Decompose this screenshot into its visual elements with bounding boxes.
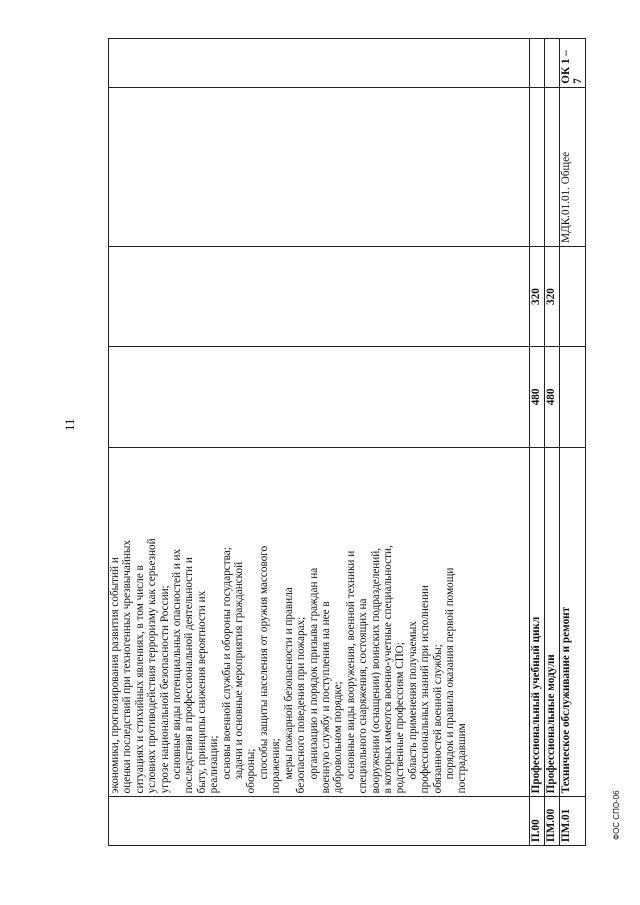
competency-code-cell — [545, 39, 560, 88]
name-cell: Профессиональный учебный цикл — [530, 447, 545, 797]
text-line: обязанностей военной службы; — [431, 644, 444, 794]
text-line: родственные профессиям СПО; — [394, 642, 407, 794]
text-line: организацию и порядок призыва граждан на — [307, 567, 320, 780]
text-line: реализации; — [208, 735, 221, 794]
text-line: пострадавшим — [456, 723, 469, 794]
text-line: военную службу и поступления на нее в — [319, 601, 332, 794]
text-line: оценки последствий при техногенных чрезвычайных — [121, 540, 134, 794]
text-line: профессиональных знаний при исполнении — [419, 585, 432, 794]
name-cell: Профессиональные модули — [545, 447, 560, 797]
text-line: последствия в профессиональной деятельности и — [183, 557, 196, 794]
competency-code-cell — [530, 39, 545, 88]
mdk-cell — [545, 87, 560, 246]
text-line: поражения; — [270, 738, 283, 794]
competency-code-cell — [109, 39, 530, 88]
text-line: вооружении (оснащении) воинских подразделений, — [369, 547, 382, 794]
competency-text-cell — [109, 447, 530, 797]
mdk-cell: МДК.01.01. Общее — [560, 87, 586, 246]
table-row — [109, 39, 530, 846]
document-footer: ФОС СПО-06 — [612, 790, 621, 840]
name-cell: Техническое обслуживание и ремонт — [560, 447, 586, 797]
hours-max-cell: 480 — [530, 347, 545, 447]
text-line: ситуациях и стихийных явлениях, в том числе в — [133, 565, 146, 794]
code-cell: ПМ.01 — [560, 797, 586, 846]
text-line: быту, принципы снижения вероятности их — [195, 590, 208, 794]
text-line: задачи и основные мероприятия гражданской — [233, 561, 246, 780]
text-line: обороны; — [245, 748, 258, 794]
text-line: условиях противодействия терроризму как серьезной — [146, 538, 159, 794]
text-line: область применения получаемых — [406, 621, 419, 780]
code-cell — [109, 797, 530, 846]
competency-code-cell: ОК 1 – 7 — [560, 39, 586, 88]
text-line: меры пожарной безопасности и правила — [282, 587, 295, 780]
text-line: основы военной службы и обороны государства; — [220, 547, 233, 780]
mdk-cell — [530, 87, 545, 246]
hours-class-cell — [560, 246, 586, 346]
page-number: 11 — [62, 418, 77, 431]
text-line: основные виды потенциальных опасностей и их — [171, 548, 184, 780]
curriculum-table-container — [108, 38, 596, 846]
text-line: в которых имеются военно-учетные специальности, — [381, 545, 394, 794]
hours-max-cell — [109, 347, 530, 447]
text-line: безопасного поведения при пожарах; — [295, 616, 308, 794]
text-line: основные виды вооружения, военной техники и — [344, 550, 357, 780]
text-line: специального снаряжения, состоящих на — [357, 598, 370, 794]
text-line: способы защиты населения от оружия массового — [257, 545, 270, 780]
hours-class-cell — [109, 246, 530, 346]
code-cell: ПМ.00 — [545, 797, 560, 846]
table-row — [560, 39, 586, 846]
mdk-cell — [109, 87, 530, 246]
text-line: добровольном порядке; — [332, 681, 345, 794]
table-row — [530, 39, 545, 846]
hours-class-cell: 320 — [530, 246, 545, 346]
hours-max-cell — [560, 347, 586, 447]
table-row — [545, 39, 560, 846]
code-cell: П.00 — [530, 797, 545, 846]
hours-class-cell: 320 — [545, 246, 560, 346]
text-line: угрозе национальной безопасности России; — [158, 585, 171, 794]
text-line: экономики, прогнозирования развития событий и — [109, 557, 121, 794]
curriculum-table — [108, 38, 586, 846]
hours-max-cell: 480 — [545, 347, 560, 447]
text-line: порядок и правила оказания первой помощи — [443, 567, 456, 780]
